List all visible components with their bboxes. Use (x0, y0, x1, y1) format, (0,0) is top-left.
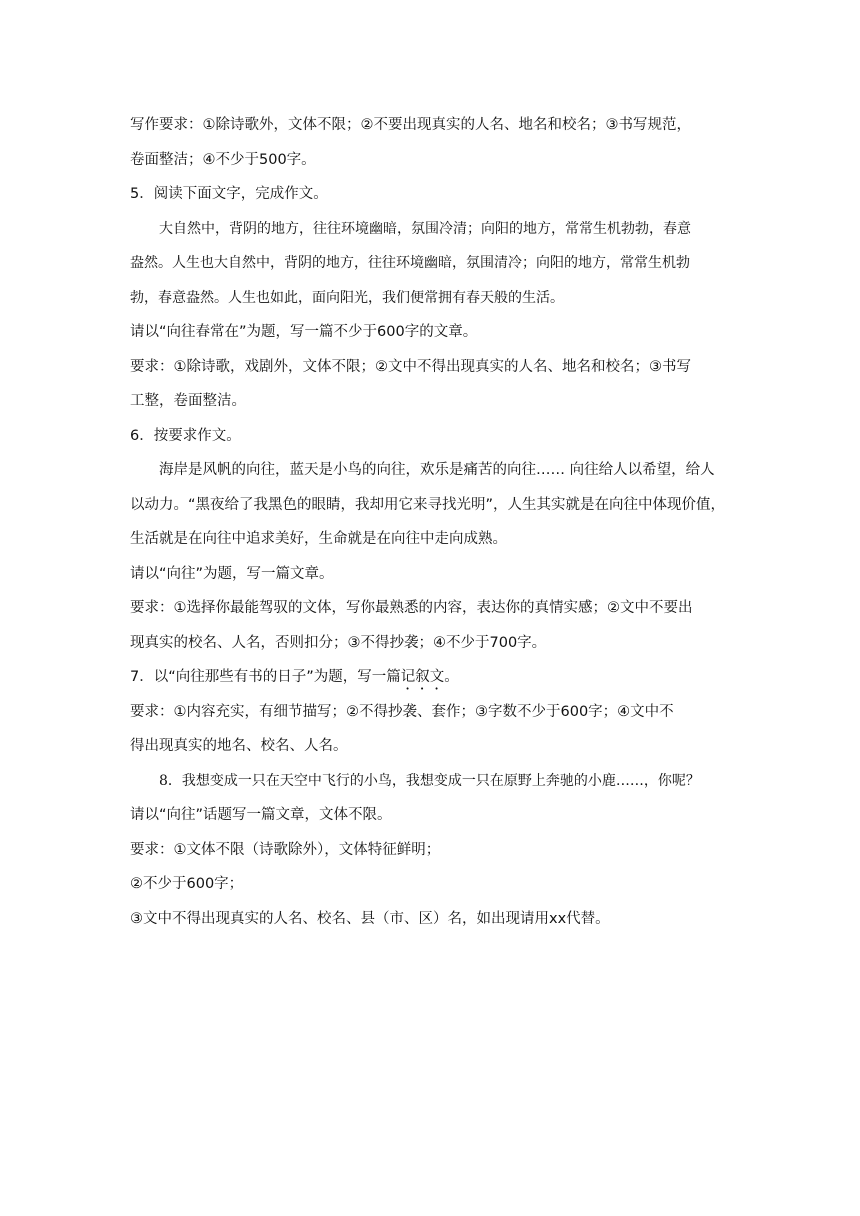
requirement-line: 要求：①内容充实，有细节描写；②不得抄袭、套作；③字数不少于600字；④文中不 (130, 703, 674, 720)
requirement-line: ③文中不得出现真实的人名、校名、县（市、区）名，如出现请用xx代替。 (130, 910, 610, 927)
requirement-line: 要求：①除诗歌，戏剧外，文体不限；②文中不得出现真实的人名、地名和校名；③书写 (130, 358, 691, 375)
requirement-line: ②不少于600字； (130, 876, 244, 892)
reading-passage-line: 勃，春意盎然。人生也如此，面向阳光，我们便常拥有春天般的生活。 (130, 289, 564, 306)
requirement-line: 要求：①选择你最能驾驭的文体，写你最熟悉的内容，表达你的真情实感；②文中不要出 (130, 600, 693, 616)
paragraph-line: 卷面整洁；④不少于500字。 (130, 151, 316, 168)
question-5-heading: 5．阅读下面文字，完成作文。 (130, 186, 328, 202)
question-6-heading: 6．按要求作文。 (130, 427, 241, 444)
document-body (130, 108, 736, 936)
requirement-line: 得出现真实的地名、校名、人名。 (130, 738, 348, 754)
prompt-line: 请以“向往”为题，写一篇文章。 (130, 565, 334, 582)
requirement-line: 要求：①文体不限（诗歌除外），文体特征鲜明； (130, 841, 441, 858)
prompt-line: 请以“向往”话题写一篇文章，文体不限。 (130, 807, 392, 823)
question-8-heading: 8．我想变成一只在天空中飞行的小鸟，我想变成一只在原野上奔驰的小鹿……，你呢？ (159, 772, 700, 789)
material-line: 生活就是在向往中追求美好，生命就是在向往中走向成熟。 (130, 531, 507, 547)
prompt-line: 请以“向往春常在”为题，写一篇不少于600字的文章。 (130, 324, 478, 340)
requirement-line: 现真实的校名、人名，否则扣分；③不得抄袭；④不少于700字。 (130, 634, 547, 651)
q7-prefix: 7．以“向往那些有书的日子”为题，写一篇 (130, 669, 401, 685)
paragraph-line: 写作要求：①除诗歌外，文体不限；②不要出现真实的人名、地名和校名；③书写规范， (130, 117, 691, 133)
requirement-line: 工整，卷面整洁。 (130, 393, 246, 409)
material-line: 海岸是风帆的向往，蓝天是小鸟的向往，欢乐是痛苦的向往…… 向往给人以希望，给人 (159, 462, 715, 478)
q7-emphasis: 记叙文 (400, 669, 445, 685)
question-7-heading (130, 660, 736, 695)
reading-passage-line: 盎然。人生也大自然中，背阴的地方，往往环境幽暗，氛围清冷；向阳的地方，常常生机勃 (130, 255, 690, 271)
q7-suffix: 。 (444, 669, 459, 685)
reading-passage-line: 大自然中，背阴的地方，往往环境幽暗，氛围冷清；向阳的地方，常常生机勃勃，春意 (159, 220, 691, 237)
material-line: 以动力。“黑夜给了我黑色的眼睛，我却用它来寻找光明”，人生其实就是在向往中体现价值， (130, 496, 726, 513)
